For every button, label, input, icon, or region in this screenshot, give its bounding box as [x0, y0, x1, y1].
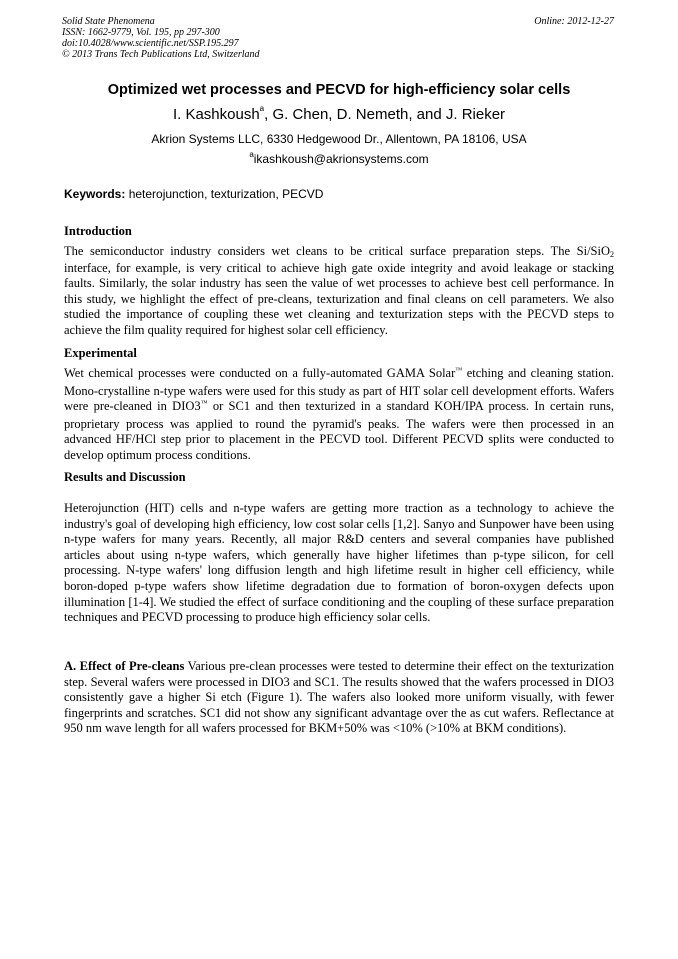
trademark-mark-1: ™ — [455, 366, 463, 374]
email-address: ikashkoush@akrionsystems.com — [253, 152, 429, 166]
experimental-paragraph — [64, 366, 614, 464]
journal-header — [62, 16, 260, 60]
journal-name: Solid State Phenomena — [62, 16, 155, 27]
journal-doi: doi:10.4028/www.scientific.net/SSP.195.297 — [62, 38, 239, 49]
author-1-mark: a — [259, 104, 265, 113]
introduction-heading: Introduction — [64, 224, 132, 238]
precleans-text: Various pre-clean processes were tested to determine their effect on the texturization step. Several wafers were processed in DIO3 and SC1. The results showed that the wafers processed in DIO3 consistently gave a higher Si etch (Figure 1). The wafers also looked more uniform visually, with fewer fingerprints and scratches. SC1 did not show any significant advantage over the as cut wafers. Reflectance at 950 nm wave length for all wafers processed for BKM+50% was <10% (>10% at BKM conditions). — [64, 659, 615, 736]
online-date: Online: 2012-12-27 — [534, 16, 614, 27]
keywords-label: Keywords: — [64, 187, 126, 201]
author-email — [0, 152, 678, 166]
results-heading: Results and Discussion — [64, 470, 186, 484]
intro-subscript: 2 — [610, 250, 614, 259]
results-paragraph-2 — [64, 659, 614, 737]
other-authors: , G. Chen, D. Nemeth, and J. Rieker — [264, 106, 506, 123]
author-1: I. Kashkoush — [172, 106, 260, 123]
keywords-text: heterojunction, texturization, PECVD — [125, 187, 324, 201]
results-paragraph-1: Heterojunction (HIT) cells and n-type wafers are getting more traction as a technology to achieve the industry's goal of developing high efficiency, low cost solar cells [1,2]. Sanyo and Sunpower have been using n-type wafers for many years. Recently, all major R&D centers and several companies have published articles about using n-type wafers, which generally have higher lifetimes than p-type silicon, for cell processing. N-type wafers' long diffusion length and high lifetime result in higher cell efficiency, while boron-doped p-type wafers show lifetime degradation due to formation of boron-oxygen defects upon illumination [1-4]. We studied the effect of surface conditioning and the coupling of these surface preparation techniques and PECVD processing to produce high efficiency solar cells. — [64, 501, 614, 625]
experimental-heading: Experimental — [64, 346, 137, 360]
exp-text-3: or SC1 and then texturized in a standard KOH/IPA process. In certain runs, proprietary process was applied to round the pyramid's peaks. The wafers were then processed in an advanced HF/HCl step prior to placement in the PECVD tool. Different PECVD splits were conducted to develop optimum process conditions. — [64, 399, 615, 462]
journal-issn: ISSN: 1662-9779, Vol. 195, pp 297-300 — [62, 27, 220, 38]
exp-text-2: etching and cleaning station. Mono-crystalline n-type wafers were used for this study as part of HIT solar cell development efforts. Wafers were pre-cleaned in DIO3 — [64, 366, 614, 414]
affiliation: Akrion Systems LLC, 6330 Hedgewood Dr., Allentown, PA 18106, USA — [151, 132, 527, 146]
email-mark: a — [249, 150, 254, 159]
exp-text-1: Wet chemical processes were conducted on a fully-automated GAMA Solar — [64, 366, 456, 380]
journal-copyright: © 2013 Trans Tech Publications Ltd, Switzerland — [62, 49, 260, 60]
author-list — [0, 106, 678, 123]
trademark-mark-2: ™ — [200, 399, 208, 408]
precleans-subheading: A. Effect of Pre-cleans — [64, 659, 185, 673]
keywords — [64, 187, 323, 201]
paper-title: Optimized wet processes and PECVD for high-efficiency solar cells — [107, 82, 571, 98]
intro-text-2: interface, for example, is very critical to achieve high gate oxide integrity and avoid leakage or stacking faults. Similarly, the solar industry has seen the value of wet processes to achieve best cell performance. In this study, we highlight the effect of pre-cleans, texturization and final cleans on cell parameters. We also studied the importance of coupling these wet cleaning and texturization steps with the PECVD steps to achieve the film quality required for highest solar cell efficiency. — [64, 260, 614, 337]
introduction-paragraph — [64, 244, 614, 339]
intro-text-1: The semiconductor industry considers wet cleans to be critical surface preparation steps. The Si/SiO — [64, 244, 610, 258]
